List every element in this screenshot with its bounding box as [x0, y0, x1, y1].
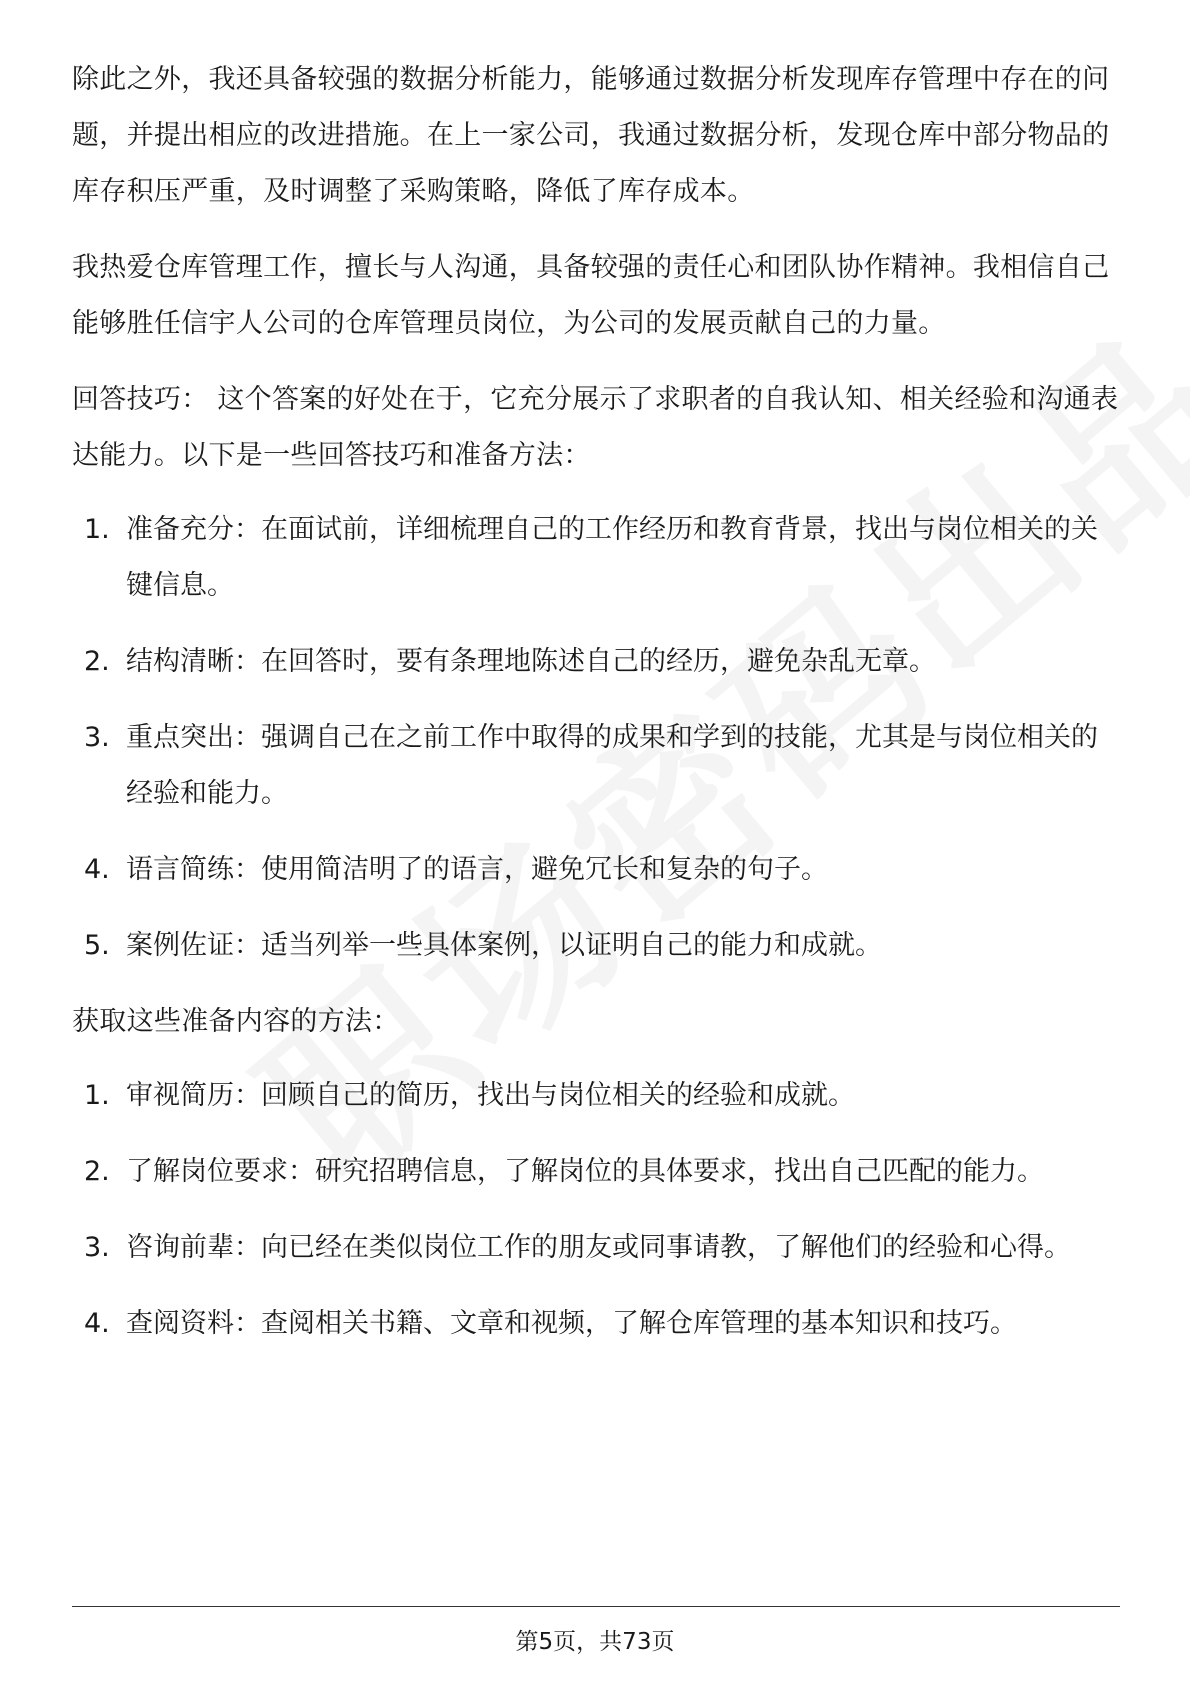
- list-item: [72, 1220, 1120, 1276]
- tips-list: [72, 502, 1120, 974]
- paragraph-methods-intro: 获取这些准备内容的方法：: [72, 1006, 400, 1037]
- list-item: [72, 1296, 1120, 1352]
- list-item-text: 审视简历：回顾自己的简历，找出与岗位相关的经验和成就。: [126, 1080, 855, 1111]
- list-number: 1.: [84, 514, 110, 545]
- list-item-text: 案例佐证：适当列举一些具体案例，以证明自己的能力和成就。: [126, 930, 882, 961]
- list-item: [72, 634, 1120, 690]
- paragraph-self-summary: 我热爱仓库管理工作，擅长与人沟通，具备较强的责任心和团队协作精神。我相信自己能够胜任信宇人公司的仓库管理员岗位，为公司的发展贡献自己的力量。: [72, 252, 1110, 339]
- list-item: [72, 710, 1120, 822]
- list-number: 4.: [84, 854, 110, 885]
- paragraph-data-analysis: 除此之外，我还具备较强的数据分析能力，能够通过数据分析发现库存管理中存在的问题，并提出相应的改进措施。在上一家公司，我通过数据分析，发现仓库中部分物品的库存积压严重，及时调整了采购策略，降低了库存成本。: [72, 64, 1110, 207]
- list-number: 3.: [84, 1232, 110, 1263]
- document-body: [72, 52, 1120, 1372]
- list-number: 4.: [84, 1308, 110, 1339]
- list-item: [72, 502, 1120, 614]
- paragraph-answer-tips-intro: 回答技巧： 这个答案的好处在于，它充分展示了求职者的自我认知、相关经验和沟通表达能力。以下是一些回答技巧和准备方法：: [72, 384, 1119, 471]
- list-item: [72, 918, 1120, 974]
- list-item: [72, 1144, 1120, 1200]
- footer-divider: [72, 1606, 1120, 1607]
- list-number: 2.: [84, 1156, 110, 1187]
- list-item: [72, 1068, 1120, 1124]
- list-item-text: 了解岗位要求：研究招聘信息，了解岗位的具体要求，找出自己匹配的能力。: [126, 1156, 1044, 1187]
- page-number: 第5页，共73页: [515, 1629, 675, 1655]
- list-number: 3.: [84, 722, 110, 753]
- list-number: 2.: [84, 646, 110, 677]
- list-item-text: 准备充分：在面试前，详细梳理自己的工作经历和教育背景，找出与岗位相关的关键信息。: [126, 514, 1098, 601]
- list-item-text: 语言简练：使用简洁明了的语言，避免冗长和复杂的句子。: [126, 854, 828, 885]
- list-item-text: 结构清晰：在回答时，要有条理地陈述自己的经历，避免杂乱无章。: [126, 646, 936, 677]
- list-item-text: 咨询前辈：向已经在类似岗位工作的朋友或同事请教，了解他们的经验和心得。: [126, 1232, 1071, 1263]
- methods-list: [72, 1068, 1120, 1352]
- list-number: 5.: [84, 930, 110, 961]
- list-item: [72, 842, 1120, 898]
- list-number: 1.: [84, 1080, 110, 1111]
- list-item-text: 重点突出：强调自己在之前工作中取得的成果和学到的技能，尤其是与岗位相关的经验和能力。: [126, 722, 1098, 809]
- list-item-text: 查阅资料：查阅相关书籍、文章和视频，了解仓库管理的基本知识和技巧。: [126, 1308, 1017, 1339]
